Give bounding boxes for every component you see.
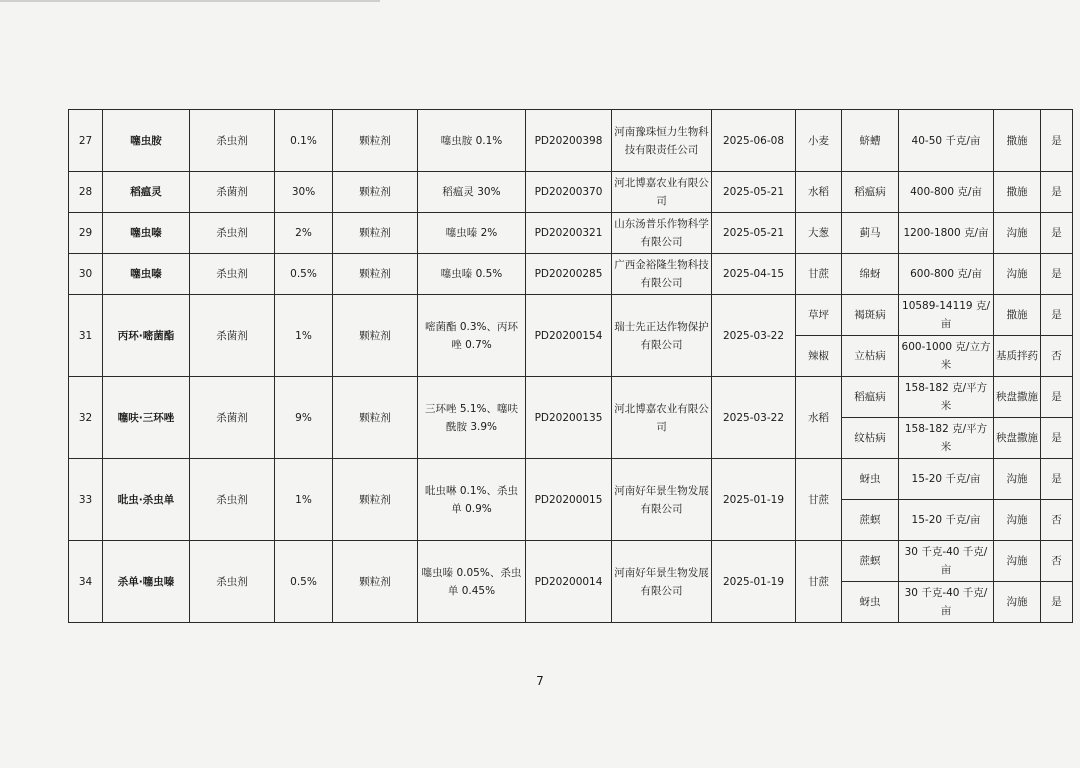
cell-dose: 600-1000 克/立方米 xyxy=(899,336,994,377)
cell-reg: PD20200135 xyxy=(526,377,612,459)
table-row xyxy=(69,377,1073,418)
cell-form: 颗粒剂 xyxy=(333,172,418,213)
cell-dose: 40-50 千克/亩 xyxy=(899,110,994,172)
cell-content: 2% xyxy=(275,213,333,254)
cell-type: 杀虫剂 xyxy=(190,254,275,295)
cell-method: 沟施 xyxy=(994,254,1041,295)
cell-crop: 草坪 xyxy=(796,295,842,336)
cell-ingredient: 稻瘟灵 30% xyxy=(418,172,526,213)
cell-content: 0.5% xyxy=(275,254,333,295)
cell-target: 蔗螟 xyxy=(842,500,899,541)
cell-no: 30 xyxy=(69,254,103,295)
cell-type: 杀菌剂 xyxy=(190,172,275,213)
cell-dose: 1200-1800 克/亩 xyxy=(899,213,994,254)
cell-name: 噻虫胺 xyxy=(103,110,190,172)
cell-method: 沟施 xyxy=(994,213,1041,254)
cell-name: 吡虫·杀虫单 xyxy=(103,459,190,541)
cell-crop: 大葱 xyxy=(796,213,842,254)
cell-eval: 否 xyxy=(1041,541,1073,582)
table-row xyxy=(69,110,1073,172)
cell-content: 0.5% xyxy=(275,541,333,623)
cell-dose: 15-20 千克/亩 xyxy=(899,500,994,541)
cell-target: 蔗螟 xyxy=(842,541,899,582)
cell-no: 27 xyxy=(69,110,103,172)
cell-method: 沟施 xyxy=(994,582,1041,623)
cell-ingredient: 噻虫嗪 2% xyxy=(418,213,526,254)
cell-form: 颗粒剂 xyxy=(333,377,418,459)
cell-reg: PD20200321 xyxy=(526,213,612,254)
cell-target: 蓟马 xyxy=(842,213,899,254)
cell-form: 颗粒剂 xyxy=(333,110,418,172)
cell-company: 河南豫珠恒力生物科技有限责任公司 xyxy=(612,110,712,172)
cell-method: 秧盘撒施 xyxy=(994,418,1041,459)
table-row xyxy=(69,254,1073,295)
cell-reg: PD20200398 xyxy=(526,110,612,172)
cell-method: 沟施 xyxy=(994,459,1041,500)
cell-type: 杀菌剂 xyxy=(190,295,275,377)
cell-company: 瑞士先正达作物保护有限公司 xyxy=(612,295,712,377)
cell-type: 杀虫剂 xyxy=(190,541,275,623)
cell-ingredient: 吡虫啉 0.1%、杀虫单 0.9% xyxy=(418,459,526,541)
cell-target: 蚜虫 xyxy=(842,459,899,500)
cell-date: 2025-05-21 xyxy=(712,213,796,254)
cell-crop: 小麦 xyxy=(796,110,842,172)
cell-no: 28 xyxy=(69,172,103,213)
cell-company: 广西金裕隆生物科技有限公司 xyxy=(612,254,712,295)
cell-form: 颗粒剂 xyxy=(333,254,418,295)
cell-date: 2025-03-22 xyxy=(712,377,796,459)
cell-reg: PD20200015 xyxy=(526,459,612,541)
cell-type: 杀虫剂 xyxy=(190,459,275,541)
cell-eval: 是 xyxy=(1041,213,1073,254)
cell-eval: 是 xyxy=(1041,418,1073,459)
cell-reg: PD20200370 xyxy=(526,172,612,213)
cell-date: 2025-01-19 xyxy=(712,541,796,623)
cell-crop: 水稻 xyxy=(796,172,842,213)
cell-type: 杀虫剂 xyxy=(190,110,275,172)
cell-name: 稻瘟灵 xyxy=(103,172,190,213)
cell-eval: 是 xyxy=(1041,582,1073,623)
cell-reg: PD20200285 xyxy=(526,254,612,295)
table-row xyxy=(69,459,1073,500)
cell-dose: 600-800 克/亩 xyxy=(899,254,994,295)
cell-method: 撒施 xyxy=(994,110,1041,172)
cell-dose: 158-182 克/平方米 xyxy=(899,418,994,459)
cell-content: 1% xyxy=(275,459,333,541)
cell-method: 撒施 xyxy=(994,295,1041,336)
cell-company: 河北博嘉农业有限公司 xyxy=(612,377,712,459)
cell-dose: 10589-14119 克/亩 xyxy=(899,295,994,336)
cell-dose: 30 千克-40 千克/亩 xyxy=(899,541,994,582)
cell-ingredient: 噻虫胺 0.1% xyxy=(418,110,526,172)
cell-name: 丙环·嘧菌酯 xyxy=(103,295,190,377)
cell-ingredient: 嘧菌酯 0.3%、丙环唑 0.7% xyxy=(418,295,526,377)
cell-content: 1% xyxy=(275,295,333,377)
scan-edge xyxy=(0,0,380,2)
cell-method: 基质拌药 xyxy=(994,336,1041,377)
cell-name: 噻呋·三环唑 xyxy=(103,377,190,459)
cell-eval: 否 xyxy=(1041,336,1073,377)
cell-content: 9% xyxy=(275,377,333,459)
table-row xyxy=(69,541,1073,582)
cell-date: 2025-06-08 xyxy=(712,110,796,172)
cell-company: 河北博嘉农业有限公司 xyxy=(612,172,712,213)
cell-target: 绵蚜 xyxy=(842,254,899,295)
cell-no: 29 xyxy=(69,213,103,254)
cell-form: 颗粒剂 xyxy=(333,541,418,623)
cell-crop: 水稻 xyxy=(796,377,842,459)
cell-reg: PD20200014 xyxy=(526,541,612,623)
cell-reg: PD20200154 xyxy=(526,295,612,377)
table-row xyxy=(69,172,1073,213)
cell-content: 0.1% xyxy=(275,110,333,172)
table-row xyxy=(69,213,1073,254)
cell-content: 30% xyxy=(275,172,333,213)
cell-eval: 是 xyxy=(1041,295,1073,336)
cell-dose: 400-800 克/亩 xyxy=(899,172,994,213)
cell-form: 颗粒剂 xyxy=(333,295,418,377)
cell-dose: 30 千克-40 千克/亩 xyxy=(899,582,994,623)
page-number: 7 xyxy=(536,674,544,688)
cell-company: 河南好年景生物发展有限公司 xyxy=(612,541,712,623)
cell-type: 杀菌剂 xyxy=(190,377,275,459)
cell-no: 32 xyxy=(69,377,103,459)
cell-no: 33 xyxy=(69,459,103,541)
cell-form: 颗粒剂 xyxy=(333,213,418,254)
cell-eval: 是 xyxy=(1041,377,1073,418)
table-row xyxy=(69,295,1073,336)
cell-eval: 是 xyxy=(1041,254,1073,295)
cell-name: 噻虫嗪 xyxy=(103,213,190,254)
cell-form: 颗粒剂 xyxy=(333,459,418,541)
pesticide-registration-table xyxy=(68,109,1073,623)
cell-eval: 是 xyxy=(1041,110,1073,172)
cell-no: 34 xyxy=(69,541,103,623)
cell-method: 撒施 xyxy=(994,172,1041,213)
cell-date: 2025-01-19 xyxy=(712,459,796,541)
cell-crop: 甘蔗 xyxy=(796,459,842,541)
cell-method: 沟施 xyxy=(994,500,1041,541)
cell-target: 立枯病 xyxy=(842,336,899,377)
cell-ingredient: 噻虫嗪 0.05%、杀虫单 0.45% xyxy=(418,541,526,623)
cell-target: 蛴螬 xyxy=(842,110,899,172)
cell-target: 纹枯病 xyxy=(842,418,899,459)
cell-target: 稻瘟病 xyxy=(842,172,899,213)
cell-ingredient: 三环唑 5.1%、噻呋酰胺 3.9% xyxy=(418,377,526,459)
cell-ingredient: 噻虫嗪 0.5% xyxy=(418,254,526,295)
cell-type: 杀虫剂 xyxy=(190,213,275,254)
cell-company: 河南好年景生物发展有限公司 xyxy=(612,459,712,541)
cell-method: 沟施 xyxy=(994,541,1041,582)
cell-date: 2025-05-21 xyxy=(712,172,796,213)
cell-name: 噻虫嗪 xyxy=(103,254,190,295)
cell-method: 秧盘撒施 xyxy=(994,377,1041,418)
cell-company: 山东汤普乐作物科学有限公司 xyxy=(612,213,712,254)
cell-no: 31 xyxy=(69,295,103,377)
cell-crop: 甘蔗 xyxy=(796,254,842,295)
cell-name: 杀单·噻虫嗪 xyxy=(103,541,190,623)
cell-target: 褐斑病 xyxy=(842,295,899,336)
cell-eval: 否 xyxy=(1041,500,1073,541)
cell-eval: 是 xyxy=(1041,172,1073,213)
cell-eval: 是 xyxy=(1041,459,1073,500)
cell-crop: 甘蔗 xyxy=(796,541,842,623)
cell-target: 稻瘟病 xyxy=(842,377,899,418)
cell-crop: 辣椒 xyxy=(796,336,842,377)
cell-date: 2025-04-15 xyxy=(712,254,796,295)
cell-date: 2025-03-22 xyxy=(712,295,796,377)
cell-target: 蚜虫 xyxy=(842,582,899,623)
cell-dose: 158-182 克/平方米 xyxy=(899,377,994,418)
cell-dose: 15-20 千克/亩 xyxy=(899,459,994,500)
